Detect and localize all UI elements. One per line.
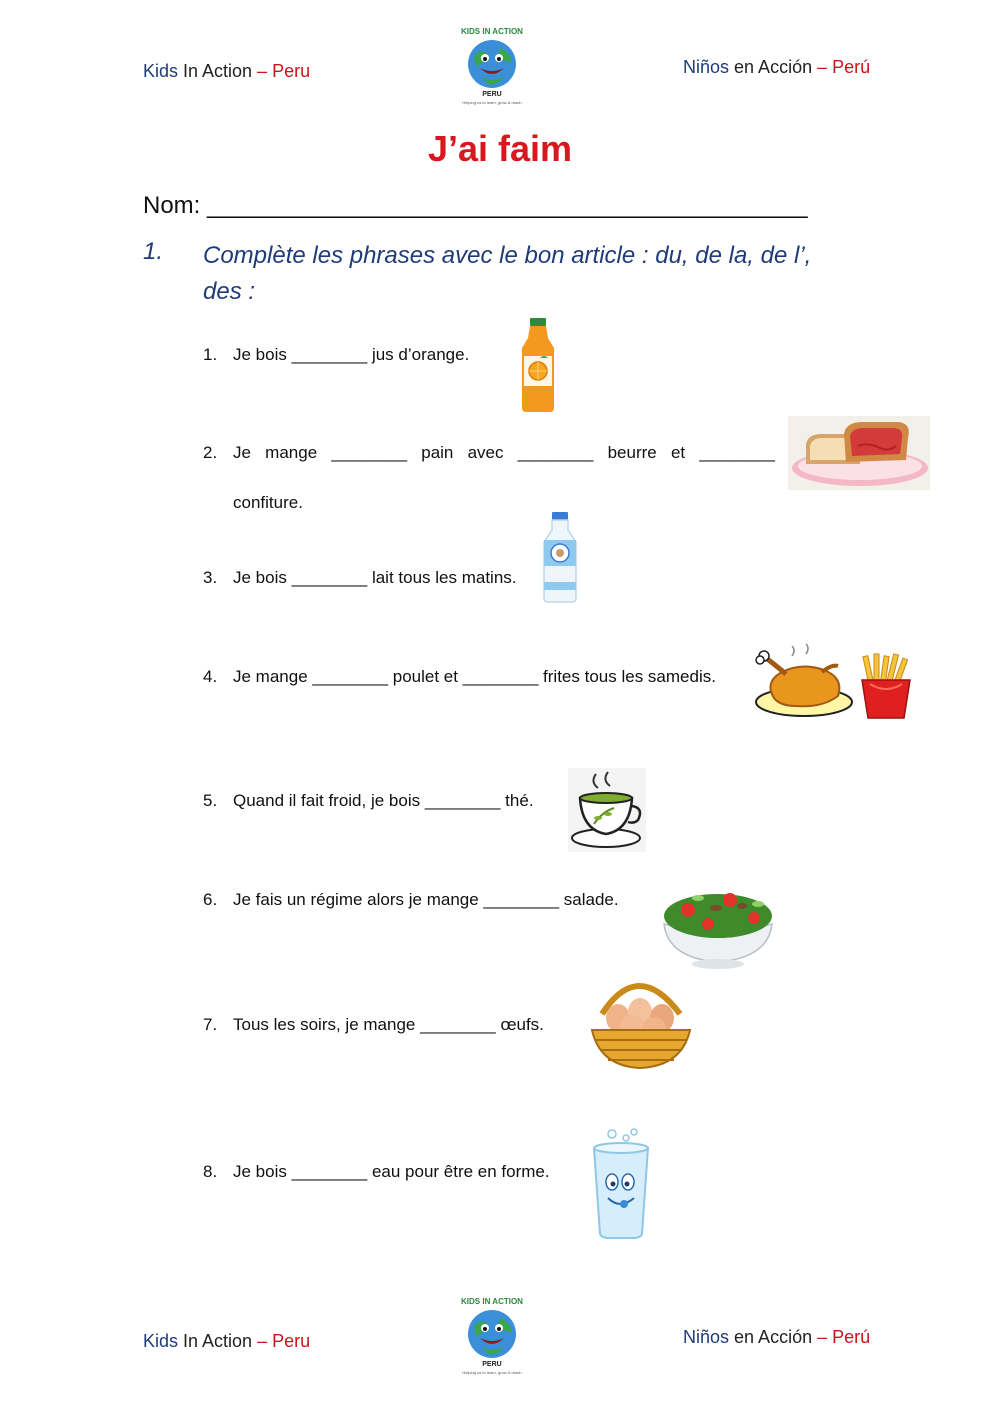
sentence-number: 1. [203, 345, 218, 364]
sentence-number: 4. [203, 667, 218, 686]
sentence-item-3 [203, 568, 517, 588]
sentence-number: 3. [203, 568, 218, 587]
page-title: J’ai faim [427, 128, 573, 169]
sentence-text: Je mange ________ poulet et ________ frites tous les samedis. [233, 667, 716, 686]
header-left-in-action: In Action [178, 61, 258, 81]
sentence-item-4 [203, 667, 716, 687]
logo-country-text: PERU [482, 1361, 502, 1368]
sentence-text: Je fais un régime alors je mange ________ salade. [233, 890, 619, 909]
sentence-item-8 [203, 1162, 550, 1182]
roast-chicken-icon [752, 648, 856, 720]
header-right-peru: – Perú [817, 57, 871, 77]
logo-icon [448, 1288, 536, 1378]
header-left-peru: – Peru [257, 61, 311, 81]
logo-tagline-text: Helping us to learn, grow & reach [462, 1370, 522, 1375]
logo-country-text: PERU [482, 91, 502, 98]
sentence-number: 2. [203, 443, 218, 462]
sentence-text: Quand il fait froid, je bois ________ thé. [233, 791, 534, 810]
sentence-number: 7. [203, 1015, 218, 1034]
sentence-text: Je bois ________ lait tous les matins. [233, 568, 517, 587]
logo-title-text: KIDS IN ACTION [461, 1297, 523, 1306]
sentence-text: Je bois ________ jus d’orange. [233, 345, 470, 364]
header-left [143, 61, 310, 82]
header-right-en-accion: en Acción [729, 57, 818, 77]
footer-left-peru: – Peru [257, 1331, 311, 1351]
footer-right-en-accion: en Acción [729, 1327, 818, 1347]
tea-cup-icon [568, 768, 646, 852]
sentence-text: Je bois ________ eau pour être en forme. [233, 1162, 550, 1181]
header-left-kids: Kids [143, 61, 179, 81]
milk-bottle-icon [540, 512, 580, 602]
exercise-number: 1. [143, 238, 164, 265]
exercise-instruction: Complète les phrases avec le bon article : du, de la, de l’, des : [203, 242, 812, 305]
header-right [683, 57, 870, 78]
sentence-item-6 [203, 890, 619, 910]
orange-juice-icon [518, 318, 558, 413]
footer-left-in-action: In Action [178, 1331, 258, 1351]
logo-title-text: KIDS IN ACTION [461, 27, 523, 36]
name-field-line: Nom: _____________________________________________ [143, 192, 808, 219]
footer-right [683, 1327, 870, 1348]
sentence-number: 6. [203, 890, 218, 909]
sentence-text: Je mange ________ pain avec ________ beurre et ________ [233, 443, 775, 462]
sentence-item-5 [203, 791, 534, 811]
sentence-item-7 [203, 1015, 544, 1035]
footer-left [143, 1331, 310, 1352]
sentence-text-continued: confiture. [233, 493, 303, 512]
egg-basket-icon [588, 974, 694, 1070]
sentence-item-1 [203, 345, 469, 365]
footer-right-peru: – Perú [817, 1327, 871, 1347]
sentence-text: Tous les soirs, je mange ________ œufs. [233, 1015, 544, 1034]
sentence-number: 5. [203, 791, 218, 810]
bread-jam-icon [788, 416, 930, 490]
sentence-number: 8. [203, 1162, 218, 1181]
fries-icon [858, 654, 914, 720]
footer-right-ninos: Niños [683, 1327, 730, 1347]
header-right-ninos: Niños [683, 57, 730, 77]
footer-left-kids: Kids [143, 1331, 179, 1351]
logo-tagline-text: Helping us to learn, grow & reach [462, 100, 522, 105]
water-glass-icon [590, 1128, 652, 1240]
logo-icon [448, 18, 536, 108]
sentence-item-2 [203, 428, 775, 528]
salad-bowl-icon [658, 876, 778, 970]
